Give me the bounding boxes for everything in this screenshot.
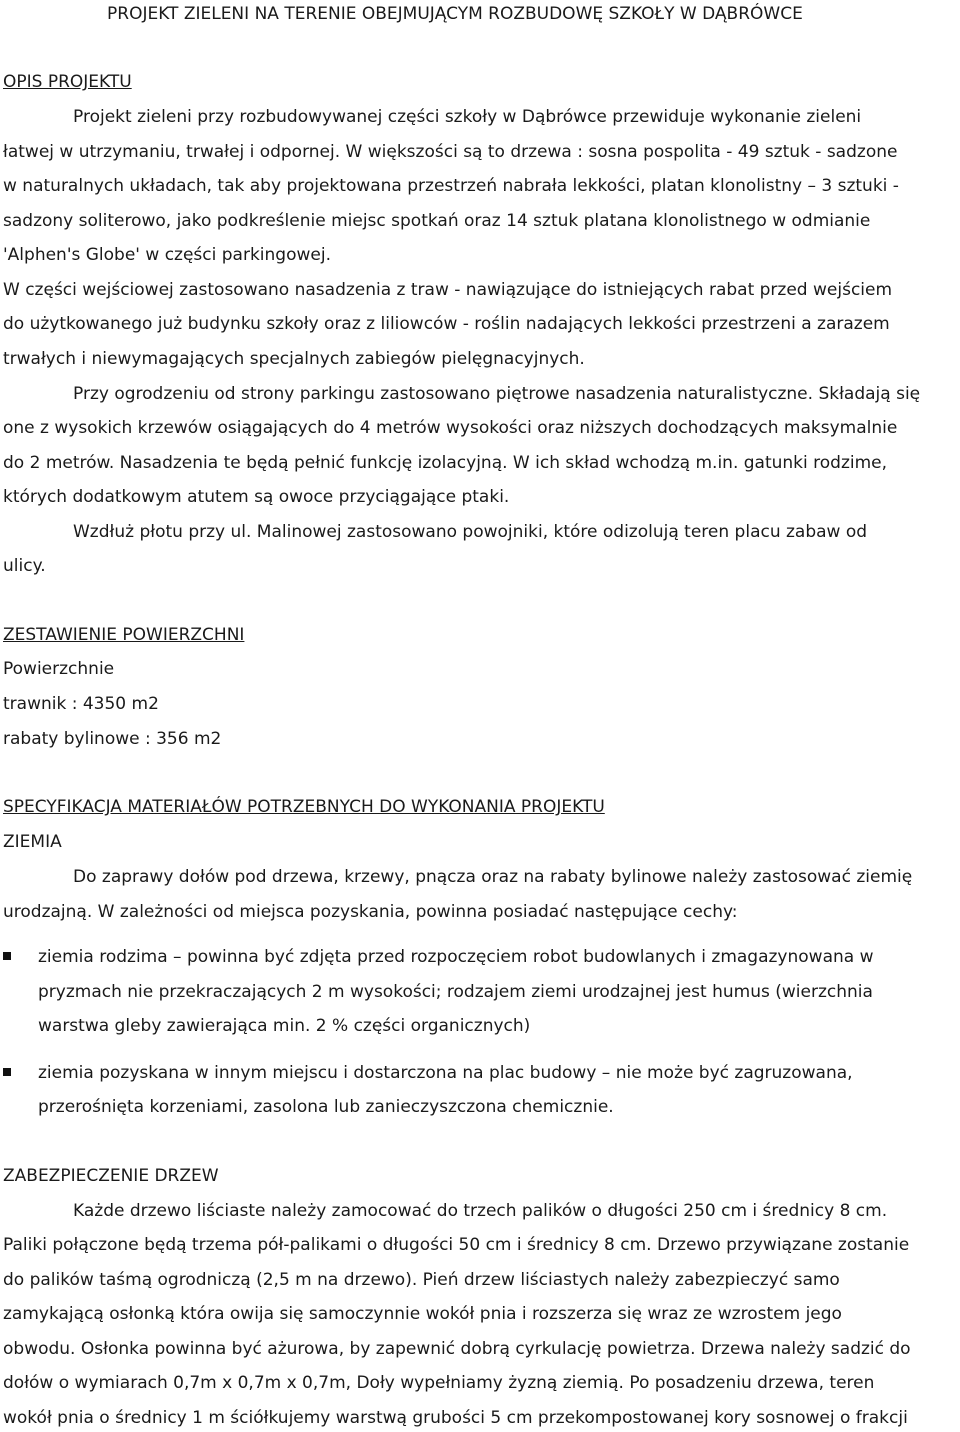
paragraph-line: Do zaprawy dołów pod drzewa, krzewy, pnącza oraz na rabaty bylinowe należy zastosować ziemię xyxy=(73,867,913,887)
document-title: PROJEKT ZIELENI NA TERENIE OBEJMUJĄCYM ROZBUDOWĘ SZKOŁY W DĄBRÓWCE xyxy=(107,4,803,24)
bullet-icon xyxy=(3,1068,11,1076)
paragraph-line: w naturalnych układach, tak aby projektowana przestrzeń nabrała lekkości, platan klonolistny – 3 sztuki - xyxy=(3,176,899,196)
paragraph-line: do użytkowanego już budynku szkoły oraz z liliowców - roślin nadających lekkości przestrzeni a zarazem xyxy=(3,314,890,334)
subheading-ziemia: ZIEMIA xyxy=(3,832,62,852)
bullet-icon xyxy=(3,952,11,960)
section-heading-opis: OPIS PROJEKTU xyxy=(3,72,132,92)
paragraph-line: trwałych i niewymagających specjalnych zabiegów pielęgnacyjnych. xyxy=(3,349,585,369)
paragraph-line: Projekt zieleni przy rozbudowywanej części szkoły w Dąbrówce przewiduje wykonanie zieleni xyxy=(73,107,862,127)
area-perennial-beds: rabaty bylinowe : 356 m2 xyxy=(3,729,222,749)
paragraph-line: sadzony soliterowo, jako podkreślenie miejsc spotkań oraz 14 sztuk platana klonolistnego w odmianie xyxy=(3,211,871,231)
paragraph-line: one z wysokich krzewów osiągających do 4 metrów wysokości oraz niższych dochodzących maksymalnie xyxy=(3,418,898,438)
section-heading-specyfikacja: SPECYFIKACJA MATERIAŁÓW POTRZEBNYCH DO WYKONANIA PROJEKTU xyxy=(3,797,605,817)
paragraph-line: dołów o wymiarach 0,7m x 0,7m x 0,7m, Doły wypełniamy żyzną ziemią. Po posadzeniu drzewa, teren xyxy=(3,1373,875,1393)
bullet-line: przerośnięta korzeniami, zasolona lub zanieczyszczona chemicznie. xyxy=(38,1097,614,1117)
paragraph-line: Paliki połączone będą trzema pół-palikami o długości 50 cm i średnicy 8 cm. Drzewo przywiązane zostanie xyxy=(3,1235,910,1255)
section-heading-zabezpieczenie: ZABEZPIECZENIE DRZEW xyxy=(3,1166,219,1186)
bullet-line: ziemia rodzima – powinna być zdjęta przed rozpoczęciem robot budowlanych i zmagazynowana w xyxy=(38,947,874,967)
paragraph-line: urodzajną. W zależności od miejsca pozyskania, powinna posiadać następujące cechy: xyxy=(3,902,738,922)
paragraph-line: do 2 metrów. Nasadzenia te będą pełnić funkcję izolacyjną. W ich skład wchodzą m.in. gatunki rodzime, xyxy=(3,453,888,473)
bullet-line: ziemia pozyskana w innym miejscu i dostarczona na plac budowy – nie może być zagruzowana, xyxy=(38,1063,853,1083)
paragraph-line: do palików taśmą ogrodniczą (2,5 m na drzewo). Pień drzew liściastych należy zabezpieczyć samo xyxy=(3,1270,840,1290)
paragraph-line: łatwej w utrzymaniu, trwałej i odpornej. W większości są to drzewa : sosna pospolita - 49 sztuk - sadzone xyxy=(3,142,898,162)
paragraph-line: zamykającą osłonką która owija się samoczynnie wokół pnia i rozszerza się wraz ze wzrostem jego xyxy=(3,1304,842,1324)
paragraph-line: W części wejściowej zastosowano nasadzenia z traw - nawiązujące do istniejących rabat przed wejściem xyxy=(3,280,893,300)
bullet-line: warstwa gleby zawierająca min. 2 % części organicznych) xyxy=(38,1016,531,1036)
paragraph-line: Wzdłuż płotu przy ul. Malinowej zastosowano powojniki, które odizolują teren placu zabaw od xyxy=(73,522,868,542)
paragraph-line: 'Alphen's Globe' w części parkingowej. xyxy=(3,245,331,265)
paragraph-line: ulicy. xyxy=(3,556,46,576)
paragraph-line: których dodatkowym atutem są owoce przyciągające ptaki. xyxy=(3,487,510,507)
paragraph-line: wokół pnia o średnicy 1 m ściółkujemy warstwą grubości 5 cm przekompostowanej kory sosnowej o frakcji xyxy=(3,1408,908,1428)
paragraph-line: Każde drzewo liściaste należy zamocować do trzech palików o długości 250 cm i średnicy 8 cm. xyxy=(73,1201,888,1221)
section-heading-zestawienie: ZESTAWIENIE POWIERZCHNI xyxy=(3,625,245,645)
bullet-line: pryzmach nie przekraczających 2 m wysokości; rodzajem ziemi urodzajnej jest humus (wierzchnia xyxy=(38,982,873,1002)
paragraph-line: obwodu. Osłonka powinna być ażurowa, by zapewnić dobrą cyrkulację powietrza. Drzewa należy sadzić do xyxy=(3,1339,911,1359)
area-lawn: trawnik : 4350 m2 xyxy=(3,694,159,714)
paragraph-line: Przy ogrodzeniu od strony parkingu zastosowano piętrowe nasadzenia naturalistyczne. Składają się xyxy=(73,384,921,404)
subheading-powierzchnie: Powierzchnie xyxy=(3,659,115,679)
